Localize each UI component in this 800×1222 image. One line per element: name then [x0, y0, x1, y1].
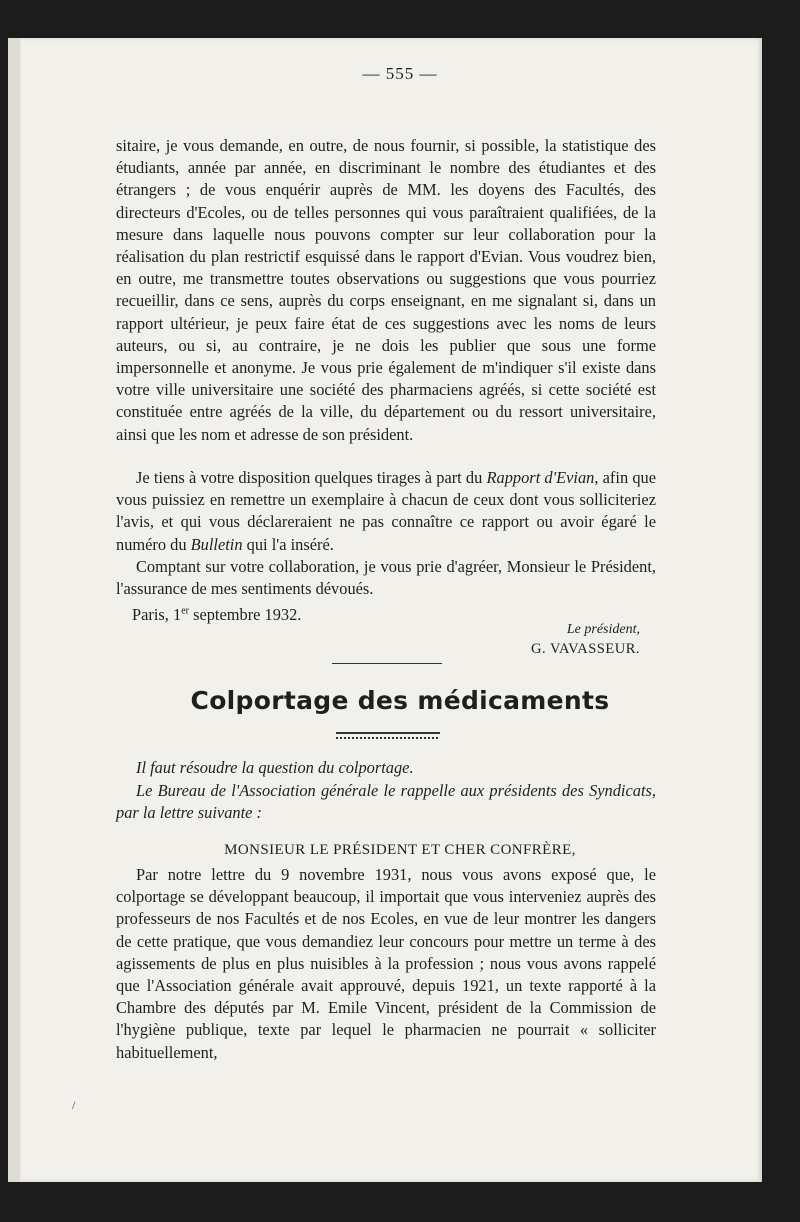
separator-rule: [332, 663, 442, 664]
title-underline: [336, 732, 440, 734]
letter-closing: [116, 467, 656, 600]
letter-body: [116, 864, 656, 1064]
margin-mark: /: [72, 1098, 76, 1112]
paragraph: sitaire, je vous demande, en outre, de nous fournir, si possible, la statistique des étudiants, année par année, en discriminant le nombre des étudiantes et des étrangers ; de vous enquérir auprès de MM. les doyens des Facultés, des directeurs d'Ecoles, ou de telles personnes qui vous paraîtraient qualifiées, de la mesure dans laquelle nous pouvons compter sur leur collaboration pour la réalisation du plan restrictif esquissé dans le rapport d'Evian. Vous voudrez bien, en outre, me transmettre toutes observations ou suggestions que vous pourriez recueillir, dans ce sens, auprès du corps enseignant, en me signalant si, dans un rapport ultérieur, je peux faire état de ces suggestions avec les noms de leurs auteurs, ou si, au contraire, je ne dois les publier que sous une forme impersonnelle et anonyme. Je vous prie également de m'indiquer s'il existe dans votre ville universitaire une société des pharmaciens agréés, si cette société est constituée entre agréés de la ville, du département ou du ressort universitaire, ainsi que les nom et adresse de son président.: [116, 136, 656, 444]
section-intro: [116, 757, 656, 825]
section-title: Colportage des médicaments: [190, 686, 610, 715]
letter-body-continued: [116, 135, 656, 446]
page-edge: [8, 38, 20, 1182]
signature-title: Le président,: [566, 622, 640, 637]
letter-salutation: MONSIEUR LE PRÉSIDENT ET CHER CONFRÈRE,: [224, 842, 576, 858]
intro-line: Le Bureau de l'Association générale le rappelle aux présidents des Syndicats, par la lettre suivante :: [116, 780, 656, 822]
paragraph: Par notre lettre du 9 novembre 1931, nous vous avons exposé que, le colportage se développant beaucoup, il importait que vous interveniez auprès des professeurs de nos Facultés et de nos Ecoles, en vue de leur montrer les dangers de cette pratique, que vous demandiez leur concours pour mettre un terme à des agissements de plus en plus nuisibles à la profession ; nous vous avons rappelé que l'Association générale avait approuvé, depuis 1921, un texte rapporté à la Chambre des députés par M. Emile Vincent, président de la Commission de l'hygiène publique, texte par lequel le pharmacien ne pourrait « solliciter habituellement,: [116, 865, 656, 1062]
title-underline-dotted: [336, 737, 440, 739]
page-number: — 555 —: [362, 64, 438, 83]
intro-line: Il faut résoudre la question du colportage.: [136, 758, 414, 777]
signature-name: G. VAVASSEUR.: [531, 641, 640, 657]
italic-reference: Bulletin: [190, 534, 243, 554]
italic-reference: Rapport d'Evian: [486, 468, 595, 487]
signature-date: Paris, 1er septembre 1932.: [132, 605, 302, 624]
paragraph: Je tiens à votre disposition quelques tirages à part du Rapport d'Evian, afin que vous puissiez en remettre un exemplaire à chacun de ceux dont vous solliciteriez l'avis, et qui vous déclareraient ne pas connaître ce rapport ou avoir égaré le numéro du Bulletin qui l'a inséré.: [116, 468, 656, 554]
paragraph: Comptant sur votre collaboration, je vous prie d'agréer, Monsieur le Président, l'assurance de mes sentiments dévoués.: [116, 556, 656, 599]
